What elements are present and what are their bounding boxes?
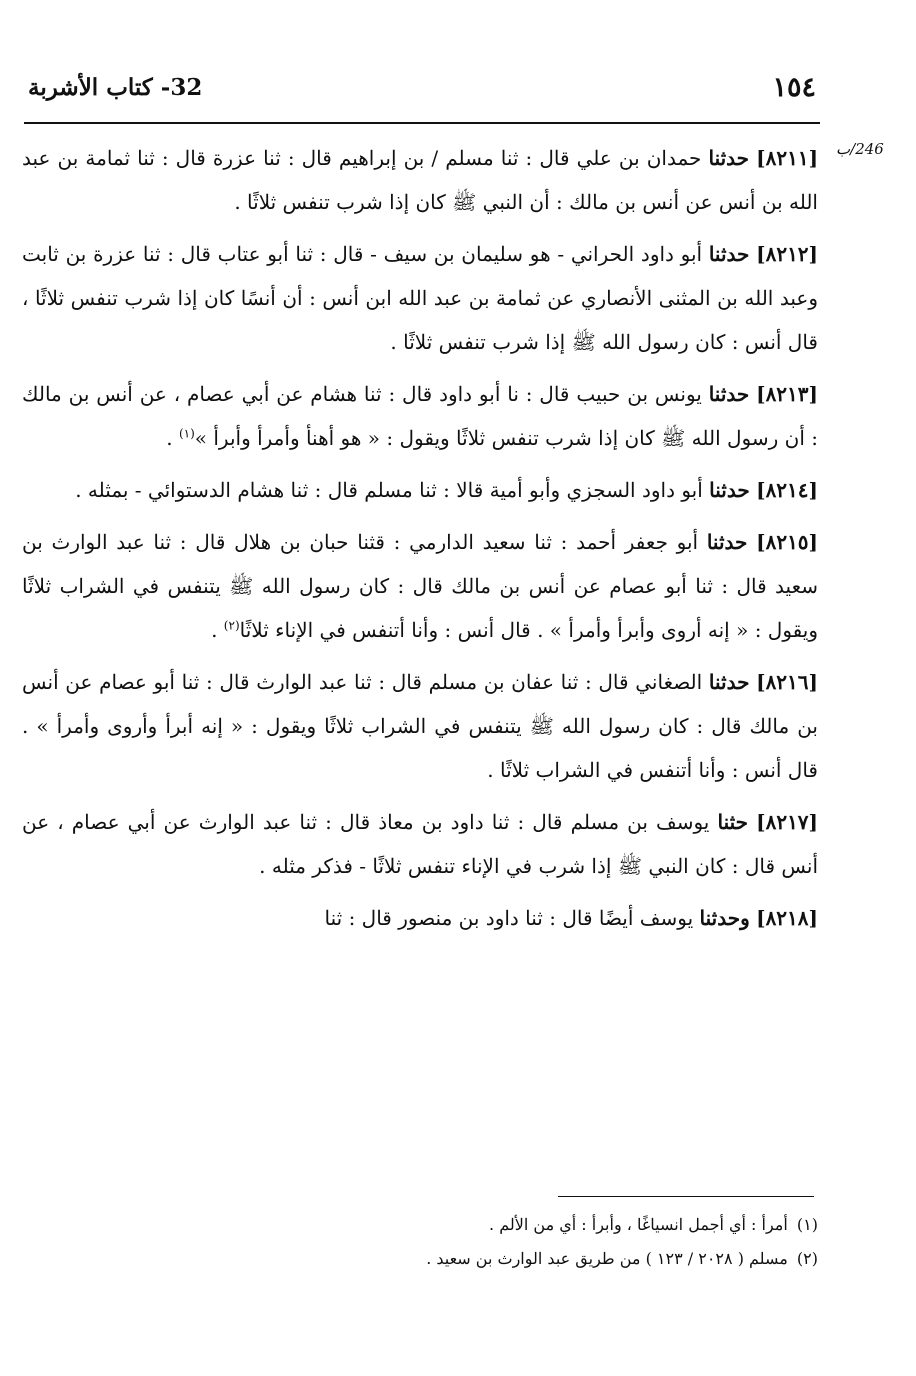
header-divider (24, 122, 820, 124)
footnotes (22, 1208, 818, 1276)
hadith-8217 (22, 800, 818, 888)
hadith-number: [٨٢١٤] (756, 478, 818, 502)
footnote-reference[interactable]: (٢) (223, 618, 240, 633)
hadith-8215 (22, 520, 818, 652)
hadith-lead-word: حدثنا (708, 146, 750, 170)
hadith-text: يونس بن حبيب قال : نا أبو داود قال : ثنا هشام عن أبي عصام ، عن أنس بن مالك : أن رسول الله ﷺ كان إذا شرب تنفس ثلاثًا ويقول : « هو أهنأ وأمرأ وأبرأ » (22, 382, 818, 450)
hadith-number: [٨٢١٨] (756, 906, 818, 930)
hadith-text: حمدان بن علي قال : ثنا مسلم / بن إبراهيم قال : ثنا عزرة قال : ثنا ثمامة بن عبد الله بن أنس عن أنس بن مالك : أن النبي ﷺ كان إذا شرب تنفس ثلاثًا . (22, 146, 818, 214)
hadith-number: [٨٢١٣] (756, 382, 818, 406)
hadith-8214 (22, 468, 818, 512)
page-number: ١٥٤ (772, 72, 816, 103)
hadith-text: يوسف أيضًا قال : ثنا داود بن منصور قال : ثنا (324, 906, 694, 930)
hadith-8213 (22, 372, 818, 460)
footnote-marker: (٢) (796, 1249, 818, 1268)
hadith-body (22, 136, 818, 948)
hadith-8212 (22, 232, 818, 364)
footnote-reference[interactable]: (١) (178, 426, 195, 441)
hadith-text: أبو داود الحراني - هو سليمان بن سيف - قال : ثنا أبو عتاب قال : ثنا عزرة بن ثابت وعبد الله بن المثنى الأنصاري عن ثمامة بن عبد الله ابن أنس : أن أنسًا كان إذا شرب تنفس ثلاثًا ، قال أنس : كان رسول الله ﷺ إذا شرب تنفس ثلاثًا . (22, 242, 818, 354)
hadith-number: [٨٢١٧] (756, 810, 819, 834)
hadith-8216 (22, 660, 818, 792)
footnote-1 (22, 1208, 818, 1242)
hadith-8218 (22, 896, 818, 940)
hadith-number: [٨٢١١] (756, 146, 819, 170)
hadith-lead-word: وحدثنا (699, 906, 750, 930)
hadith-lead-word: حدثنا (709, 478, 750, 502)
hadith-number: [٨٢١٥] (756, 530, 819, 554)
hadith-number: [٨٢١٢] (756, 242, 819, 266)
hadith-lead-word: حدثنا (708, 382, 750, 406)
footnote-text: مسلم ( ٢٠٢٨ / ١٢٣ ) من طريق عبد الوارث بن سعيد . (426, 1249, 788, 1268)
hadith-text-tail: . (166, 426, 179, 450)
hadith-8211 (22, 136, 818, 224)
hadith-lead-word: حدثنا (706, 530, 748, 554)
footnote-2 (22, 1242, 818, 1276)
footnote-marker: (١) (796, 1215, 818, 1234)
manuscript-folio-note: 246/ب (836, 140, 884, 158)
hadith-lead-word: حدثنا (708, 670, 750, 694)
footnote-divider (558, 1196, 814, 1197)
hadith-text: يوسف بن مسلم قال : ثنا داود بن معاذ قال : ثنا عبد الوارث عن أبي عصام ، عن أنس قال : كان النبي ﷺ إذا شرب في الإناء تنفس ثلاثًا - فذكر مثله . (22, 810, 818, 878)
hadith-number: [٨٢١٦] (756, 670, 818, 694)
footnote-text: أمرأ : أي أجمل انسياغًا ، وأبرأ : أي من الألم . (489, 1215, 788, 1234)
page-header (24, 68, 820, 116)
hadith-lead-word: حدثنا (708, 242, 750, 266)
hadith-text: أبو جعفر أحمد : ثنا سعيد الدارمي : قثنا حبان بن هلال قال : ثنا عبد الوارث بن سعيد قال : ثنا أبو عصام عن أنس بن مالك قال : كان رسول الله ﷺ يتنفس في الشراب ثلاثًا ويقول : « إنه أروى وأبرأ وأمرأ » . قال أنس : وأنا أتنفس في الإناء ثلاثًا (22, 530, 818, 642)
hadith-text: أبو داود السجزي وأبو أمية قالا : ثنا مسلم قال : ثنا هشام الدستوائي - بمثله . (75, 478, 703, 502)
hadith-lead-word: حثنا (717, 810, 749, 834)
hadith-text-tail: . (211, 618, 224, 642)
running-title: 32- كتاب الأشربة (28, 74, 203, 101)
hadith-text: الصغاني قال : ثنا عفان بن مسلم قال : ثنا عبد الوارث قال : ثنا أبو عصام عن أنس بن مالك قال : كان رسول الله ﷺ يتنفس في الشراب ثلاثًا ويقول : « إنه أبرأ وأروى وأمرأ » . قال أنس : وأنا أتنفس في الشراب ثلاثًا . (22, 670, 818, 782)
